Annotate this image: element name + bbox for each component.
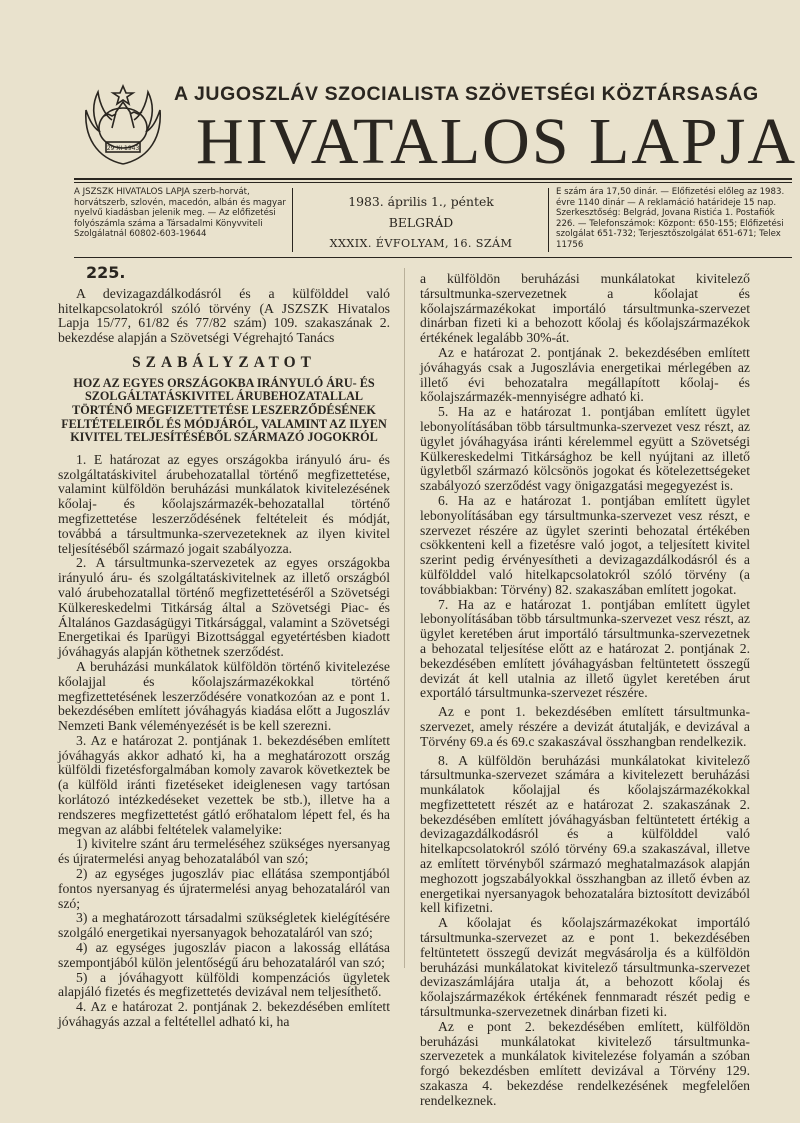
paragraph: 7. Ha az e határozat 1. pontjában említett ügylet lebonyolításában több társultmunka-szervezet vesz részt, az ügylet keretében árut importáló társultmunka-szervezetnek a behozatal teljesítése előtt az e határozat 2. pontjának 2. bekezdésében említett jóváhagyásban feltüntetett összegű devizát át kell utalnia az illető ügylet keretében árut exportáló társultmunka-szervezet részére. — [420, 596, 750, 701]
list-item: 5) a jóváhagyott külföldi kompenzációs ügyletek alapjáló fizetés és megfizettetés devizával nem teljesíthető. — [58, 969, 390, 1000]
issue-volume: XXXIX. ÉVFOLYAM, 16. SZÁM — [329, 237, 513, 250]
list-item: 1) kivitelre szánt áru termeléséhez szükséges nyersanyag és újratermelési anyag behozatalából van szó; — [58, 836, 390, 867]
paragraph: 1. E határozat az egyes országokba irányuló áru- és szolgáltatáskivitel árubehozatallal történő megfizettetése, valamint külföldön beruházási munkálatok kivitelezésének kőolaj- és kőolajszármazék-behozatallal történő megfizettetése leszerződésének feltételeit és módját, továbbá a társultmunka-szervezeteknek az ilyen kivitel teljesítéséből származó jogait szabályozza. — [58, 451, 390, 556]
column-divider — [404, 268, 405, 968]
divider-right — [548, 188, 549, 252]
subscription-info: A JSZSZK HIVATALOS LAPJA szerb-horvát, horvátszerb, szlovén, macedón, albán és magyar nyelvű kiadásban jelenik meg. — Az előfizetési folyószámla száma a Társadalmi Könyvviteli Szolgálatnál 60802-603-19644 — [74, 187, 286, 240]
masthead-title: HIVATALOS LAPJA — [196, 105, 798, 178]
paragraph: 8. A külföldön beruházási munkálatokat kivitelező társultmunka-szervezet számára a kivitelezett beruházási munkálatok kőolajjal és kőolajszármazékokkal megfizettetett részét az e határozat 2. szakaszának 2. bekezdésében említett jóváhagyásban feltüntetett értékig a devizagazdálkodásról és a külfölddel való hitelkapcsolatokról szóló törvény 69.a szakaszával, illetve az említett törvényből származó meghatalmazások alapján meghozott jogszabályokkal összhangban az illető évben az energetikai nyersanyagok behozatalára biztosított devizából kell kifizetni. — [420, 752, 750, 916]
paragraph: 3. Az e határozat 2. pontjának 1. bekezdésében említett jóváhagyás akkor adható ki, ha a meghatározott ország külföldi fizetésforgalmában komoly zavarok következtek be (a külföld iránti fizetéseket ideiglenesen vagy tartósan korlátozó intézkedéseket vezettek be stb.), illetve ha a rendszeres megfizettetést gátló erőhatalom lépett fel, és ha megvan az alábbi feltételek valamelyike: — [58, 732, 390, 837]
state-emblem-icon — [76, 72, 170, 172]
paragraph: Az e határozat 2. pontjának 2. bekezdésében említett jóváhagyás csak a Jugoszlávia energetikai mérlegében az illető évi behozatalra megállapított kőolaj- és kőolajszármazék-mennyiségre adható ki. — [420, 344, 750, 405]
preamble: A devizagazdálkodásról és a külfölddel való hitelkapcsolatokról szóló törvény (A JSZSZK Hivatalos Lapja 15/77, 61/82 és 77/82 szám) 109. szakaszának 2. bekezdése alapján a Szövetségi Végrehajtó Tanács — [58, 285, 390, 346]
issue-block — [298, 193, 544, 252]
paragraph: 2. A társultmunka-szervezetek az egyes országokba irányuló áru- és szolgáltatáskivitelnek az illető országból való árubehozatallal történő megfizettetéséről a Szövetségi Külkereskedelmi Titkárság által a Szövetségi Piac- és Általános Gazdaságügyi Titkársággal, valamint a Szövetségi Energetikai és Iparügyi Bizottsággal egyetértésben kiadott jóváhagyás alapján köthetnek szerződést. — [58, 555, 390, 660]
left-column — [58, 263, 390, 1030]
issue-place: BELGRÁD — [388, 215, 454, 230]
paragraph: a külföldön beruházási munkálatokat kivitelező társultmunka-szervezetnek a kőolajat és kőolajszármazékokat importáló társultmunka-szervezet dinárban fizeti ki a behozott kőolaj és kőolajszármazékok értékének legalább 30%-át. — [420, 271, 750, 346]
article-number: 225. — [86, 263, 126, 282]
paragraph: 4. Az e határozat 2. pontjának 2. bekezdésében említett jóváhagyás azzal a feltétellel adható ki, ha — [58, 999, 390, 1030]
paragraph: 6. Ha az e határozat 1. pontjában említett ügylet lebonyolításában egy társultmunka-szervezet vesz részt, e szervezet részére az ügylet szerinti behozatal értékében csökkenteni kell a fizetésre való jogot, a teljesített kivitel szerint pedig érvényesítheti a devizagazdálkodásról és a külfölddel való hitelkapcsolatokról szóló törvény (a továbbiakban: Törvény) 82. szakaszában említett jogokat. — [420, 492, 750, 597]
list-item: 3) a meghatározott társadalmi szükségletek kielégítésére szolgáló energetikai nyersanyagok behozataláról van szó; — [58, 910, 390, 941]
regulation-subheading: HOZ AZ EGYES ORSZÁGOKBA IRÁNYULÓ ÁRU- ÉS SZOLGÁLTATÁSKIVITEL ÁRUBEHOZATALLAL TÖRTÉNŐ MEGFIZETTETÉSE LESZERZŐDÉSÉNEK FELTÉTELEIRŐL ÉS MÓDJÁRÓL, VALAMINT AZ ILYEN KIVITEL TELJESÍTÉSÉBŐL SZÁRMAZÓ JOGOKRÓL — [61, 375, 387, 445]
list-item: 2) az egységes jugoszláv piac ellátása szempontjából fontos nyersanyag és újratermelési anyag behozataláról van szó; — [58, 866, 390, 911]
masthead-kicker: A JUGOSZLÁV SZOCIALISTA SZÖVETSÉGI KÖZTÁRSASÁG — [174, 83, 759, 105]
right-column — [420, 272, 750, 1109]
paragraph: 5. Ha az e határozat 1. pontjában említett ügylet lebonyolításában több társultmunka-szervezet vesz részt, az ügylet jóváhagyása iránti kérelemmel együtt a Szövetségi Külkereskedelmi Titkársághoz be kell nyújtani az illető ügyletből származó kölcsönös jogokat és kötelezettségeket szabályozó szerződést vagy önigazgatási megegyezést is. — [420, 404, 750, 494]
masthead-rule-top-thin — [74, 182, 792, 183]
svg-text:29 XI 1943: 29 XI 1943 — [106, 145, 140, 152]
masthead-rule-bottom — [74, 257, 792, 258]
list-item: 4) az egységes jugoszláv piacon a lakosság ellátása szempontjából külön jelentőségű áru behozataláról van szó; — [58, 940, 390, 970]
paragraph: A beruházási munkálatok külföldön történő kivitelezése kőolajjal és kőolajszármazékokkal történő megfizettetésének leszerződésére vonatkozóan az e pont 1. bekezdésében említett jóváhagyás kiadása előtt a Jugoszláv Nemzeti Bank véleményezését is be kell szerezni. — [58, 658, 390, 734]
masthead-rule-top — [74, 178, 792, 180]
paragraph: A kőolajat és kőolajszármazékokat importáló társultmunka-szervezet az e pont 1. bekezdésében feltüntetett összegű devizát megvásárolja és a külföldön beruházási munkálatokat kivitelező társultmunka-szervezet devizaszámlájára utalja át, a behozott kőolaj és kőolajszármazékok értékének fennmaradt részét pedig e társultmunka-szervezetnek dinárban fizeti ki. — [420, 915, 750, 1020]
paragraph: Az e pont 1. bekezdésében említett társultmunka-szervezet, amely részére a devizát átutalják, e devizával a Törvény 69.a és 69.c szakaszával összhangban rendelkezik. — [420, 704, 750, 749]
issue-date: 1983. április 1., péntek — [348, 194, 494, 209]
divider-left — [292, 188, 293, 252]
price-info: E szám ára 17,50 dinár. — Előfizetési előleg az 1983. évre 1140 dinár — A reklamáció határideje 15 nap. Szerkesztőség: Belgrád, Jovana Ristića 1. Postafiók 226. — Telefonszámok: Központ: 650-155; Előfizetési szolgálat 651-732; Terjesztőszolgálat 651-671; Telex 11756 — [556, 187, 785, 250]
paragraph: Az e pont 2. bekezdésében említett, külföldön beruházási munkálatokat kivitelező társultmunka-szervezetek a munkálatok kivitelezése folyamán a szóban forgó bekezdésben említett devizával a Törvény 129. szakasza 4. bekezdése rendelkezésének megfelelően rendelkeznek. — [420, 1018, 750, 1108]
regulation-heading: SZABÁLYZATOT — [132, 353, 316, 371]
